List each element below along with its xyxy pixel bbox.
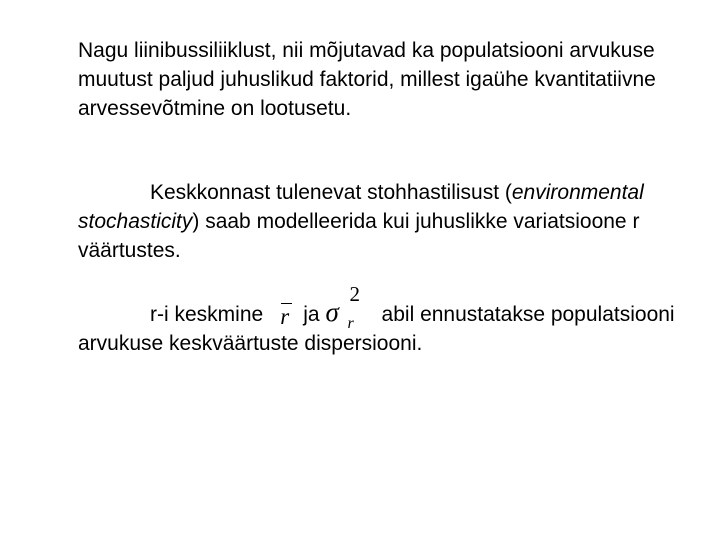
- paragraph-two-text-before: Keskkonnast tulenevat stohhastilisust (: [150, 181, 512, 204]
- paragraph-intro-text: Nagu liinibussiliiklust, nii mõjutavad ka populatsiooni arvukuse muutust paljud juhuslikud faktorid, millest igaühe kvantitatiivne arvessevõtmine on lootusetu.: [78, 39, 656, 120]
- paragraph-three-text-after: abil ennustatakse populatsiooni arvukuse keskväärtuste dispersiooni.: [78, 303, 675, 355]
- paragraph-three-text-before: r-i keskmine: [150, 303, 264, 326]
- conjunction-text: ja: [303, 303, 320, 326]
- mean-r-formula: [277, 300, 297, 329]
- mean-r-symbol: r: [280, 304, 290, 329]
- italic-term: environmental stochasticity: [78, 181, 644, 233]
- paragraph-environmental-stochasticity: [78, 178, 678, 265]
- paragraph-two-text-after: ) saab modelleerida kui juhuslikke variatsioone r väärtustes.: [78, 210, 640, 262]
- paragraph-intro: [78, 36, 678, 123]
- variance-exponent: 2: [349, 282, 361, 306]
- paragraph-mean-variance: [78, 282, 678, 358]
- variance-subscript: r: [347, 315, 354, 332]
- variance-formula: [324, 282, 376, 332]
- sigma-symbol: σ: [325, 297, 339, 327]
